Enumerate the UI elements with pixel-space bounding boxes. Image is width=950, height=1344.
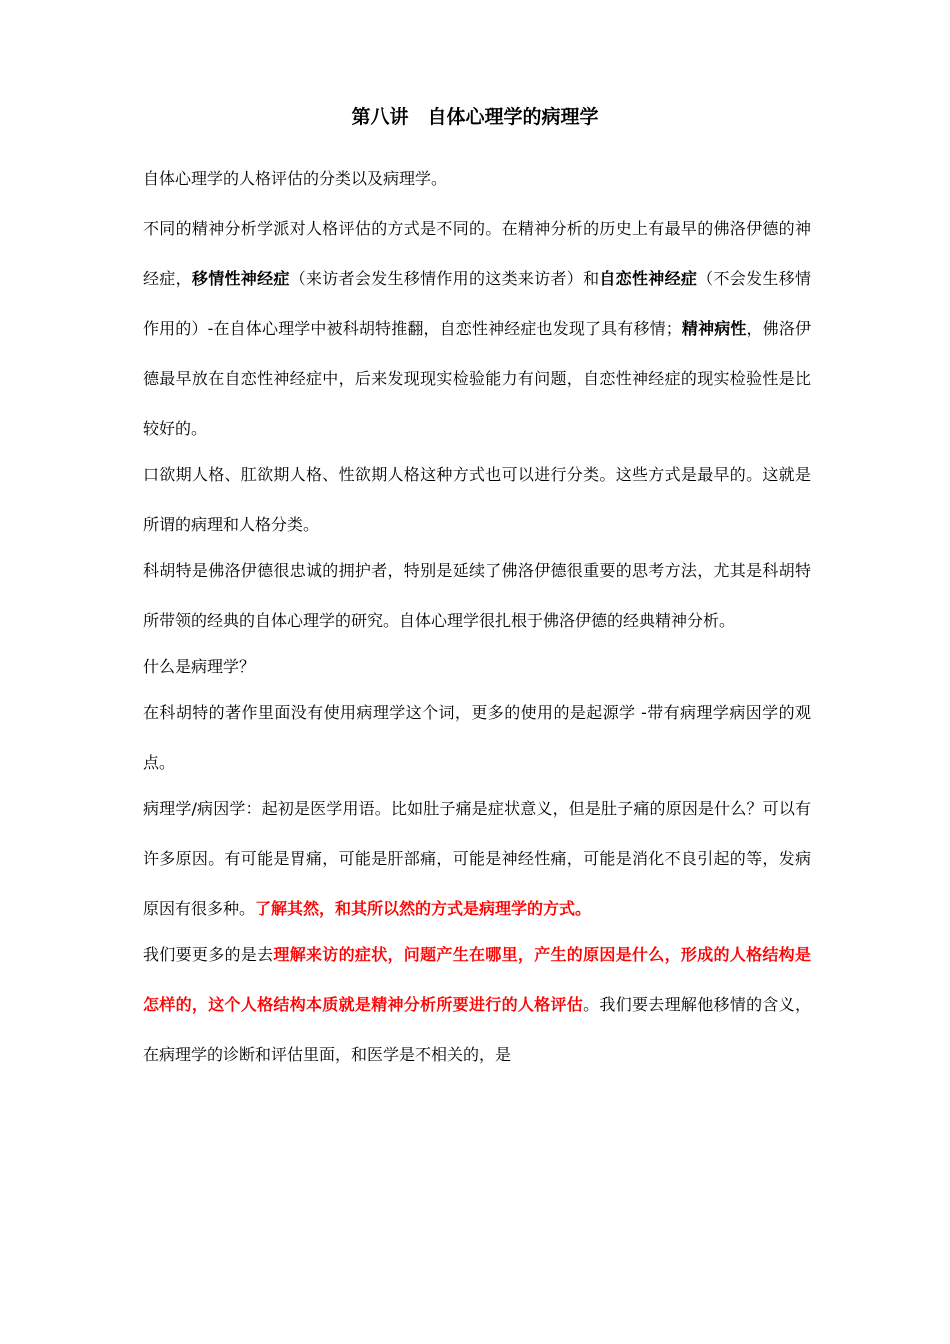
text-run: （不会发生移情作用的）-在自体心理学中被科胡特推翻，自恋性神经症也发现了具有移情；	[143, 269, 811, 338]
paragraph-7	[143, 784, 811, 934]
text-run: 。我们要去理解他移情的含义，在病理学的诊断和评估里面，和医学是不相关的，是	[143, 995, 811, 1064]
bold-term-psychotic: 精神病性	[681, 319, 747, 338]
text-run: 什么是病理学？	[143, 657, 256, 676]
text-run: 不同的精神分析学派对人格评估的方式是不同的。在精神分析的历史上有最早的佛洛伊德的神经症，	[143, 219, 811, 288]
text-run: 病理学/病因学：起初是医学用语。比如肚子痛是症状意义，但是肚子痛的原因是什么？可以有许多原因。有可能是胃痛，可能是肝部痛，可能是神经性痛，可能是消化不良引起的等，发病原因有很多种。	[143, 799, 811, 918]
text-run: 科胡特是佛洛伊德很忠诚的拥护者，特别是延续了佛洛伊德很重要的思考方法，尤其是科胡特所带领的经典的自体心理学的研究。自体心理学很扎根于佛洛伊德的经典精神分析。	[143, 561, 811, 630]
paragraph-8	[143, 930, 811, 1080]
text-run: ，佛洛伊德最早放在自恋性神经症中，后来发现现实检验能力有问题，自恋性神经症的现实检验性是比较好的。	[143, 319, 811, 438]
paragraph-5	[143, 642, 811, 692]
red-highlight-text: 理解来访的症状，问题产生在哪里，产生的原因是什么，形成的人格结构是怎样的，这个人格结构本质就是精神分析所要进行的人格评估	[143, 945, 811, 1014]
page-title: 第八讲 自体心理学的病理学	[351, 106, 599, 128]
text-run: （来访者会发生移情作用的这类来访者）和	[289, 269, 600, 288]
paragraph-1	[143, 154, 811, 204]
paragraph-2	[143, 204, 811, 454]
red-highlight-text: 了解其然，和其所以然的方式是病理学的方式。	[255, 899, 592, 918]
text-run: 自体心理学的人格评估的分类以及病理学。	[143, 169, 448, 188]
text-run: 在科胡特的著作里面没有使用病理学这个词，更多的使用的是起源学 -带有病理学病因学的观点。	[143, 703, 811, 772]
bold-term-narcissistic-neurosis: 自恋性神经症	[599, 269, 698, 288]
text-run: 口欲期人格、肛欲期人格、性欲期人格这种方式也可以进行分类。这些方式是最早的。这就是所谓的病理和人格分类。	[143, 465, 811, 534]
text-run: 我们要更多的是去	[143, 945, 274, 964]
paragraph-6	[143, 688, 811, 788]
paragraph-3	[143, 450, 811, 550]
bold-term-transference-neurosis: 移情性神经症	[191, 269, 290, 288]
document-body	[143, 154, 811, 1080]
paragraph-4	[143, 546, 811, 646]
